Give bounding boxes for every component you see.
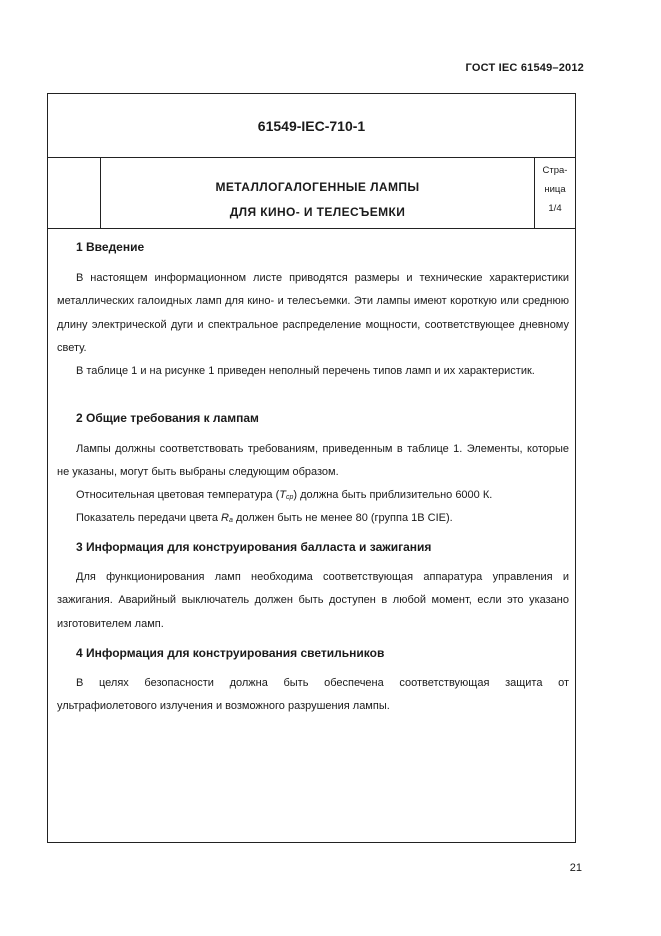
sheet-title-line-1: МЕТАЛЛОГАЛОГЕННЫЕ ЛАМПЫ (215, 180, 420, 194)
symbol-r: R (221, 512, 229, 524)
standard-header: ГОСТ IEC 61549–2012 (465, 62, 584, 74)
subscript-a: a (228, 517, 233, 524)
section-3-paragraph-1: Для функционирования ламп необходима соответствующая аппаратура управления и зажигания. Аварийный выключатель должен быть доступен в любой момент, если это указано изготовителем ламп. (57, 571, 569, 630)
sheet-id: 61549-IEC-710-1 (48, 94, 575, 158)
section-1-heading: 1 Введение (76, 240, 145, 254)
subscript-cp: cp (286, 494, 294, 501)
section-2-paragraph-1: Лампы должны соответствовать требованиям, приведенным в таблице 1. Элементы, которые не указаны, могут быть выбраны следующим образом. (57, 443, 569, 479)
section-2-paragraph-2: Относительная цветовая температура (Tcp) должна быть приблизительно 6000 К. (76, 489, 493, 501)
section-2-heading: 2 Общие требования к лампам (76, 411, 259, 425)
section-3-heading: 3 Информация для конструирования балласта и зажигания (76, 540, 432, 554)
page-label-1: Стра- (542, 165, 568, 176)
page-number: 21 (569, 862, 582, 874)
sheet-title-line-2: ДЛЯ КИНО- И ТЕЛЕСЪЕМКИ (229, 205, 406, 219)
page-value: 1/4 (548, 203, 562, 214)
page-cell (534, 158, 575, 228)
info-sheet-frame (47, 93, 576, 843)
title-row (48, 158, 575, 229)
section-2-paragraph-3: Показатель передачи цвета Ra должен быть не менее 80 (группа 1B CIE). (76, 512, 453, 524)
title-left-cell (48, 158, 101, 228)
section-1-paragraph-1: В настоящем информационном листе приводятся размеры и технические характеристики металлических галоидных ламп для кино- и телесъемки. Эти лампы имеют короткую или среднюю длину электрической дуги и спектральное распределение мощности, соответствующее дневному свету. (57, 272, 569, 354)
sheet-title (101, 158, 534, 228)
section-4-paragraph-1: В целях безопасности должна быть обеспечена соответствующая защита от ультрафиолетового излучения и возможного разрушения лампы. (57, 677, 569, 713)
symbol-t: T (279, 489, 286, 501)
section-4-heading: 4 Информация для конструирования светильников (76, 646, 385, 660)
page-label-2: ница (544, 184, 566, 195)
section-1-paragraph-2: В таблице 1 и на рисунке 1 приведен неполный перечень типов ламп и их характеристик. (76, 365, 535, 377)
